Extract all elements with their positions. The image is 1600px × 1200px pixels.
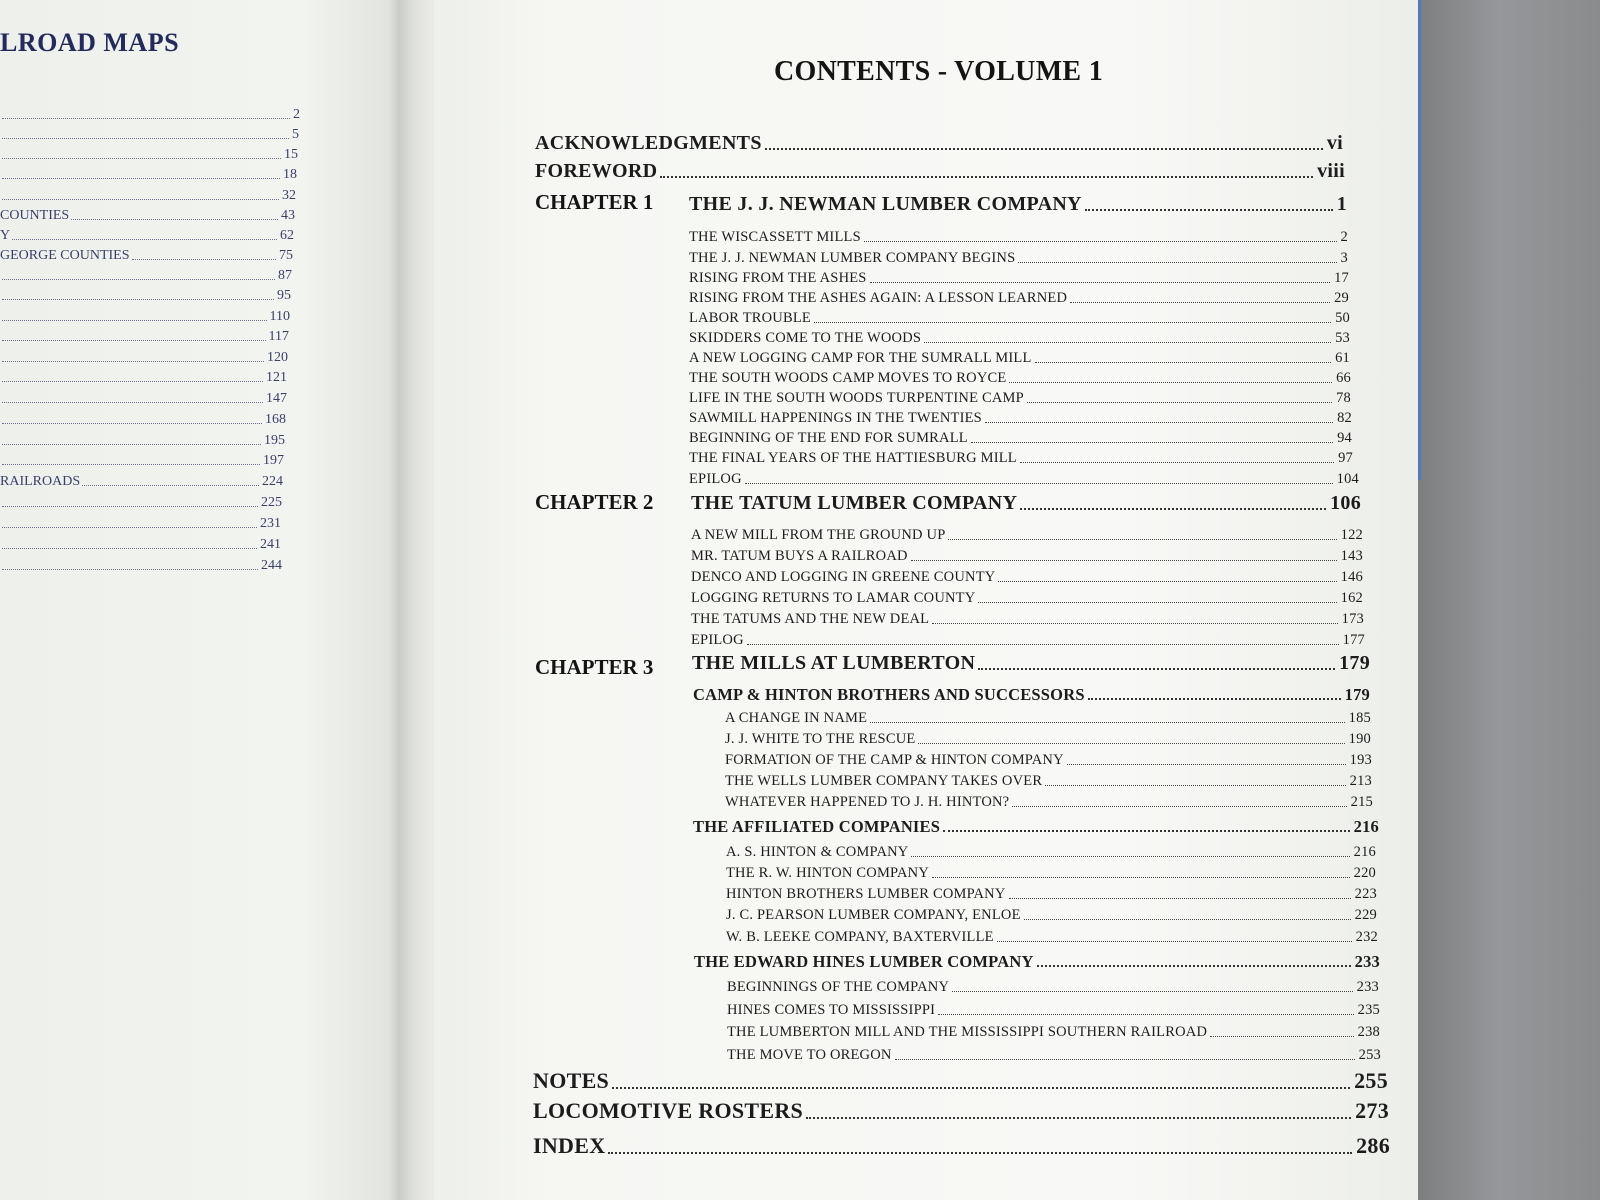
toc-page-number: vi [1326, 132, 1343, 154]
left-toc-page: 110 [269, 309, 290, 324]
toc-label: THE MILLS AT LUMBERTON [692, 652, 976, 674]
toc-section [691, 625, 1365, 649]
dot-leader [608, 1152, 1352, 1154]
toc-page-number: 78 [1336, 390, 1351, 406]
toc-page-number: 213 [1349, 773, 1372, 789]
dot-leader [2, 569, 258, 570]
dot-leader [747, 644, 1339, 645]
dot-leader [1020, 462, 1334, 463]
dot-leader [997, 941, 1352, 942]
left-toc-page: 87 [278, 268, 292, 283]
toc-page-number: 193 [1349, 752, 1372, 768]
dot-leader [1088, 698, 1341, 700]
dot-leader [2, 548, 257, 549]
dot-leader [765, 148, 1323, 150]
toc-entry-foreword [535, 159, 1345, 183]
dot-leader [870, 722, 1344, 723]
toc-section [725, 787, 1373, 811]
toc-page-number: 106 [1330, 492, 1361, 514]
left-toc-entry [0, 408, 286, 428]
toc-page-number: 177 [1342, 632, 1365, 648]
toc-page-number: 273 [1355, 1098, 1389, 1123]
left-toc-page: 241 [260, 537, 281, 552]
left-toc-entry [0, 387, 287, 407]
dot-leader [1085, 209, 1333, 211]
dot-leader [1037, 965, 1351, 967]
toc-label: THE R. W. HINTON COMPANY [726, 865, 929, 881]
toc-page-number: 2 [1340, 229, 1348, 245]
dot-leader [1210, 1036, 1354, 1037]
toc-page-number: 216 [1353, 817, 1379, 836]
toc-page-number: 179 [1344, 685, 1370, 704]
toc-section [726, 922, 1378, 946]
toc-page-number: 94 [1337, 430, 1352, 446]
dot-leader [2, 527, 257, 528]
toc-page-number: 104 [1336, 471, 1359, 487]
toc-page-number: 233 [1354, 952, 1380, 971]
toc-label: MR. TATUM BUYS A RAILROAD [691, 548, 908, 564]
toc-page-number: 97 [1338, 450, 1353, 466]
dot-leader [978, 668, 1335, 670]
dot-leader [1024, 919, 1351, 920]
left-toc-label: GEORGE COUNTIES [0, 248, 130, 263]
left-toc-page: 224 [262, 474, 283, 489]
toc-entry-acknowledgments [535, 131, 1343, 155]
toc-page-number: 220 [1353, 865, 1376, 881]
dot-leader [2, 423, 262, 424]
dot-leader [2, 340, 266, 341]
left-toc-entry [0, 470, 283, 490]
left-toc-label: COUNTIES [0, 208, 70, 223]
left-toc-entry [0, 346, 288, 366]
toc-label: THE SOUTH WOODS CAMP MOVES TO ROYCE [689, 370, 1007, 386]
left-toc-page: 95 [277, 288, 291, 303]
toc-label: J. J. WHITE TO THE RESCUE [725, 731, 916, 747]
toc-page-number: 143 [1340, 548, 1363, 564]
toc-page-number: 173 [1341, 611, 1364, 627]
left-toc-page: 32 [282, 188, 296, 203]
chapter-2-label: CHAPTER 2 [535, 490, 654, 514]
toc-section [727, 1017, 1380, 1041]
toc-page-number: viii [1317, 160, 1345, 182]
left-toc-entry [0, 449, 284, 469]
toc-page-number: 1 [1336, 193, 1347, 215]
left-toc-entry [0, 366, 287, 386]
dot-leader [660, 176, 1313, 178]
left-toc-entry [0, 554, 282, 574]
toc-label: EPILOG [691, 632, 744, 648]
dot-leader [1012, 806, 1346, 807]
toc-entry-index [533, 1135, 1390, 1159]
toc-page-number: 82 [1337, 410, 1352, 426]
dot-leader [864, 241, 1337, 242]
toc-entry-notes [533, 1070, 1388, 1094]
dot-leader [1045, 785, 1345, 786]
toc-label: HINTON BROTHERS LUMBER COMPANY [726, 886, 1006, 902]
toc-label: THE TATUMS AND THE NEW DEAL [691, 611, 930, 627]
toc-label: A CHANGE IN NAME [725, 710, 868, 726]
toc-page-number: 215 [1350, 794, 1373, 810]
toc-label: BEGINNINGS OF THE COMPANY [727, 979, 950, 995]
toc-subpart [693, 681, 1370, 705]
left-toc-label: RAILROADS [0, 474, 81, 489]
dot-leader [998, 581, 1336, 582]
toc-label: RISING FROM THE ASHES [689, 270, 867, 286]
toc-page-number: 3 [1340, 250, 1348, 266]
left-toc-page: 18 [283, 167, 297, 182]
toc-label: A. S. HINTON & COMPANY [726, 844, 909, 860]
toc-label: INDEX [533, 1133, 606, 1158]
toc-label: SKIDDERS COME TO THE WOODS [689, 330, 922, 346]
dot-leader [2, 199, 279, 200]
toc-label: THE EDWARD HINES LUMBER COMPANY [694, 952, 1034, 971]
toc-section [726, 900, 1377, 924]
toc-label: HINES COMES TO MISSISSIPPI [727, 1002, 936, 1018]
toc-entry-chapter-1 [689, 192, 1347, 216]
dot-leader [82, 485, 259, 486]
dot-leader [952, 991, 1353, 992]
dot-leader [2, 464, 260, 465]
toc-section [727, 1040, 1381, 1064]
left-toc-entry [0, 429, 285, 449]
left-toc-page: 147 [266, 391, 287, 406]
toc-page-number: 185 [1348, 710, 1371, 726]
dot-leader [938, 1014, 1354, 1015]
left-toc-entry [0, 491, 282, 511]
dot-leader [2, 178, 280, 179]
left-toc-entry [0, 204, 295, 224]
dot-leader [895, 1059, 1355, 1060]
book-gutter [398, 0, 438, 1200]
dot-leader [2, 138, 289, 139]
dot-leader [745, 483, 1333, 484]
dot-leader [932, 877, 1350, 878]
toc-page-number: 29 [1334, 290, 1349, 306]
toc-page-number: 286 [1356, 1133, 1390, 1158]
toc-label: CAMP & HINTON BROTHERS AND SUCCESSORS [693, 685, 1085, 704]
left-toc-entry [0, 512, 281, 532]
toc-page-number: 50 [1335, 310, 1350, 326]
left-toc-page: 2 [293, 107, 300, 122]
toc-label: NOTES [533, 1068, 610, 1093]
toc-page-number: 146 [1340, 569, 1363, 585]
dot-leader [1009, 898, 1351, 899]
left-toc-entry [0, 533, 281, 553]
toc-label: THE TATUM LUMBER COMPANY [691, 492, 1018, 514]
left-toc-page: 75 [279, 248, 293, 263]
toc-label: THE MOVE TO OREGON [727, 1047, 892, 1063]
dot-leader [12, 239, 277, 240]
left-toc-entry [0, 264, 292, 284]
left-toc-page: 5 [292, 127, 299, 142]
toc-label: THE WELLS LUMBER COMPANY TAKES OVER [725, 773, 1043, 789]
toc-page-number: 122 [1340, 527, 1363, 543]
dot-leader [2, 506, 258, 507]
toc-page-number: 179 [1339, 652, 1370, 674]
dot-leader [918, 743, 1344, 744]
dot-leader [948, 539, 1336, 540]
dot-leader [2, 361, 264, 362]
toc-page-number: 253 [1358, 1047, 1381, 1063]
left-toc-entry [0, 325, 289, 345]
toc-label: THE J. J. NEWMAN LUMBER COMPANY BEGINS [689, 250, 1016, 266]
left-toc-page: 231 [260, 516, 281, 531]
toc-label: WHATEVER HAPPENED TO J. H. HINTON? [725, 794, 1010, 810]
dot-leader [932, 623, 1337, 624]
toc-label: THE J. J. NEWMAN LUMBER COMPANY [689, 193, 1082, 215]
toc-page-number: 162 [1340, 590, 1363, 606]
dot-leader [71, 219, 278, 220]
toc-label: FORMATION OF THE CAMP & HINTON COMPANY [725, 752, 1064, 768]
left-toc-page: 117 [268, 329, 289, 344]
toc-label: LIFE IN THE SOUTH WOODS TURPENTINE CAMP [689, 390, 1024, 406]
toc-label: THE LUMBERTON MILL AND THE MISSISSIPPI SOUTHERN RAILROAD [727, 1024, 1208, 1040]
toc-section [689, 464, 1359, 488]
toc-label: A NEW MILL FROM THE GROUND UP [691, 527, 946, 543]
left-page [0, 0, 400, 1200]
left-toc-entry [0, 224, 294, 244]
dot-leader [132, 259, 277, 260]
dot-leader [2, 320, 267, 321]
toc-page-number: 233 [1356, 979, 1379, 995]
page-title: CONTENTS - VOLUME 1 [774, 56, 1103, 87]
toc-page-number: 229 [1354, 907, 1377, 923]
dot-leader [2, 381, 263, 382]
left-toc-page: 197 [263, 453, 284, 468]
left-toc-page: 43 [281, 208, 295, 223]
toc-entry-chapter-3 [692, 651, 1370, 675]
left-toc-entry [0, 284, 291, 304]
dot-leader [806, 1117, 1351, 1119]
left-toc-entry [0, 123, 299, 143]
left-toc-page: 168 [265, 412, 286, 427]
dot-leader [978, 602, 1336, 603]
toc-label: THE WISCASSETT MILLS [689, 229, 861, 245]
toc-section [727, 972, 1379, 996]
toc-label: FOREWORD [535, 160, 658, 182]
toc-label: BEGINNING OF THE END FOR SUMRALL [689, 430, 968, 446]
dot-leader [2, 299, 274, 300]
left-toc-entry [0, 103, 300, 123]
toc-page-number: 61 [1335, 350, 1350, 366]
toc-label: SAWMILL HAPPENINGS IN THE TWENTIES [689, 410, 982, 426]
toc-label: ACKNOWLEDGMENTS [535, 132, 762, 154]
left-toc-entry [0, 143, 298, 163]
toc-label: RISING FROM THE ASHES AGAIN: A LESSON LEARNED [689, 290, 1068, 306]
toc-page-number: 223 [1354, 886, 1377, 902]
dot-leader [911, 856, 1349, 857]
toc-section [727, 995, 1380, 1019]
toc-subpart [694, 948, 1380, 972]
toc-label: EPILOG [689, 471, 742, 487]
left-toc-page: 225 [261, 495, 282, 510]
toc-label: W. B. LEEKE COMPANY, BAXTERVILLE [726, 929, 994, 945]
left-toc-entry [0, 163, 297, 183]
left-toc-page: 244 [261, 558, 282, 573]
chapter-3-label: CHAPTER 3 [535, 655, 654, 679]
toc-page-number: 190 [1348, 731, 1371, 747]
toc-page-number: 235 [1357, 1002, 1380, 1018]
background-surface [1418, 0, 1600, 1200]
toc-page-number: 17 [1334, 270, 1349, 286]
left-toc-entry [0, 244, 293, 264]
left-toc-page: 15 [284, 147, 298, 162]
toc-label: THE AFFILIATED COMPANIES [693, 817, 941, 836]
left-toc-page: 195 [264, 433, 285, 448]
toc-page-number: 66 [1336, 370, 1351, 386]
dot-leader [2, 118, 290, 119]
left-page-heading: LROAD MAPS [0, 28, 180, 57]
chapter-1-label: CHAPTER 1 [535, 190, 654, 214]
dot-leader [1067, 764, 1346, 765]
dot-leader [2, 158, 281, 159]
dot-leader [1020, 508, 1326, 510]
toc-label: LOGGING RETURNS TO LAMAR COUNTY [691, 590, 976, 606]
toc-label: A NEW LOGGING CAMP FOR THE SUMRALL MILL [689, 350, 1032, 366]
toc-entry-chapter-2 [691, 491, 1361, 515]
toc-label: J. C. PEARSON LUMBER COMPANY, ENLOE [726, 907, 1021, 923]
left-toc-entry [0, 184, 296, 204]
dot-leader [612, 1087, 1350, 1089]
toc-label: LOCOMOTIVE ROSTERS [533, 1098, 804, 1123]
toc-page-number: 53 [1335, 330, 1350, 346]
dot-leader [943, 830, 1350, 832]
dot-leader [2, 444, 261, 445]
left-toc-page: 121 [266, 370, 287, 385]
toc-entry-locomotive-rosters [533, 1100, 1389, 1124]
dot-leader [911, 560, 1337, 561]
left-toc-page: 62 [280, 228, 294, 243]
toc-page-number: 238 [1357, 1024, 1380, 1040]
toc-subpart [693, 813, 1379, 837]
dot-leader [2, 279, 275, 280]
toc-page-number: 255 [1354, 1068, 1388, 1093]
toc-label: THE FINAL YEARS OF THE HATTIESBURG MILL [689, 450, 1017, 466]
toc-label: DENCO AND LOGGING IN GREENE COUNTY [691, 569, 996, 585]
left-toc-page: 120 [267, 350, 288, 365]
left-toc-entry [0, 305, 290, 325]
left-toc-label: Y [0, 228, 11, 243]
toc-label: LABOR TROUBLE [689, 310, 811, 326]
dot-leader [2, 402, 263, 403]
toc-page-number: 216 [1353, 844, 1376, 860]
toc-page-number: 232 [1355, 929, 1378, 945]
